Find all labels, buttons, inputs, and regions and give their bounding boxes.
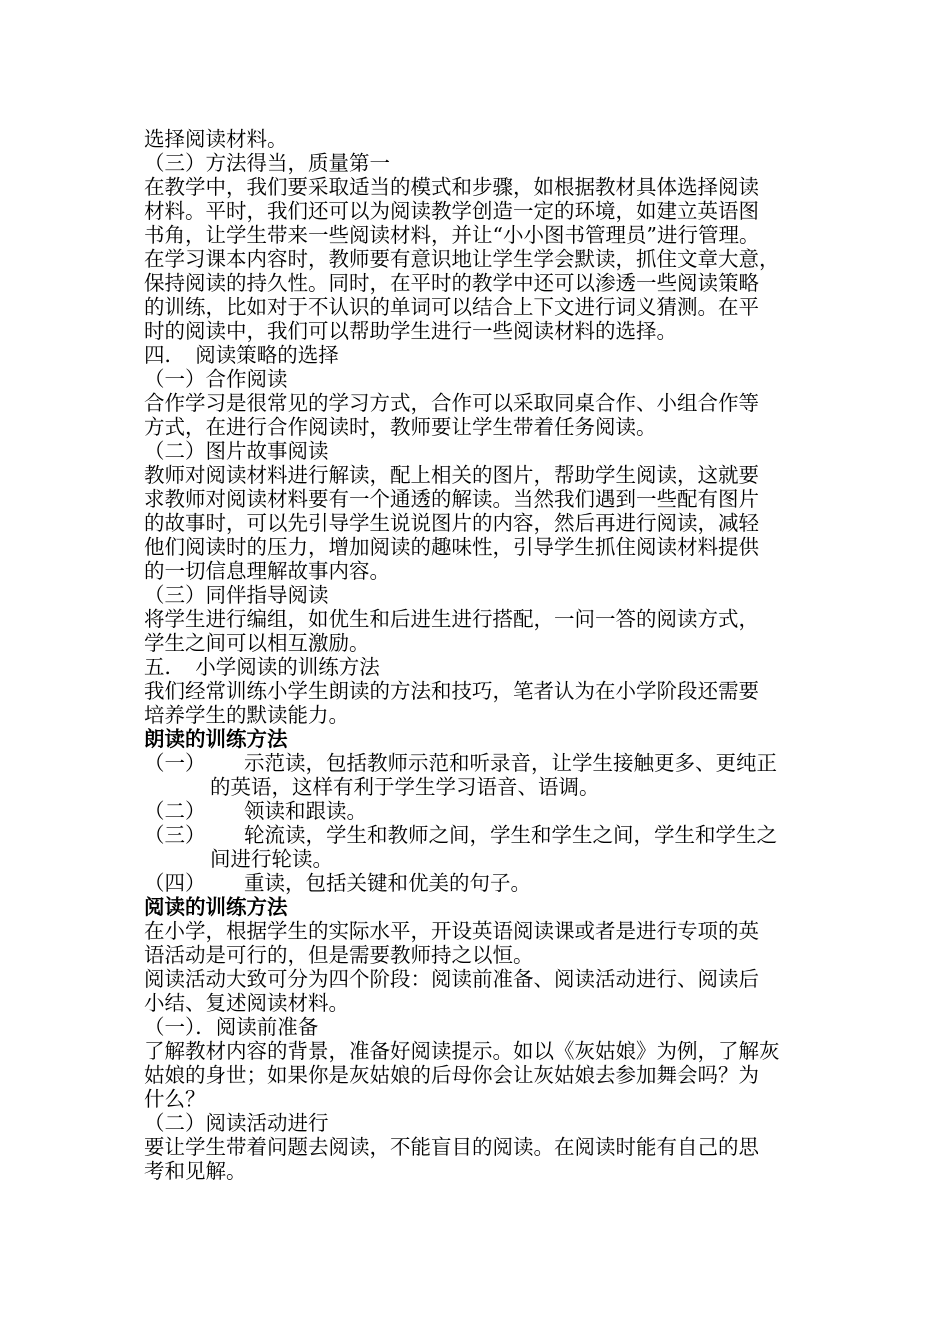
text-line: 什么？ (144, 1087, 206, 1111)
list-number: （四） (144, 871, 206, 895)
text-line: 书角，让学生带来一些阅读材料，并让“小小图书管理员”进行管理。 (144, 223, 760, 247)
list-number: （二） (144, 799, 206, 823)
section-heading: （一）．阅读前准备 (144, 1015, 319, 1039)
text-line: 他们阅读时的压力，增加阅读的趣味性，引导学生抓住阅读材料提供 (144, 535, 759, 559)
text-line: 考和见解。 (144, 1159, 247, 1183)
text-line: 方式，在进行合作阅读时，教师要让学生带着任务阅读。 (144, 415, 657, 439)
list-number: （三） (144, 823, 206, 847)
text-line: 在小学，根据学生的实际水平，开设英语阅读课或者是进行专项的英 (144, 919, 759, 943)
text-line: 时的阅读中，我们可以帮助学生进行一些阅读材料的选择。 (144, 319, 677, 343)
text-line: 语活动是可行的，但是需要教师持之以恒。 (144, 943, 534, 967)
list-number: （一） (144, 751, 206, 775)
text-line: 了解教材内容的背景，准备好阅读提示。如以《灰姑娘》为例，了解灰 (144, 1039, 780, 1063)
bold-heading: 阅读的训练方法 (144, 895, 288, 919)
text-line: 的故事时，可以先引导学生说说图片的内容，然后再进行阅读，减轻 (144, 511, 759, 535)
text-line: 保持阅读的持久性。同时，在平时的教学中还可以渗透一些阅读策略 (144, 271, 759, 295)
text-line: 学生之间可以相互激励。 (144, 631, 370, 655)
section-heading: （二）阅读活动进行 (144, 1111, 329, 1135)
list-text: 轮流读，学生和教师之间，学生和学生之间，学生和学生之 (244, 823, 777, 847)
text-line: 选择阅读材料。 (144, 127, 288, 151)
list-item (144, 799, 824, 823)
section-heading: （一）合作阅读 (144, 367, 288, 391)
text-line: 我们经常训练小学生朗读的方法和技巧，笔者认为在小学阶段还需要 (144, 679, 759, 703)
text-line: 在教学中，我们要采取适当的模式和步骤，如根据教材具体选择阅读 (144, 175, 759, 199)
list-text: 示范读，包括教师示范和听录音，让学生接触更多、更纯正 (244, 751, 777, 775)
text-line: 材料。平时，我们还可以为阅读教学创造一定的环境，如建立英语图 (144, 199, 759, 223)
list-text: 重读，包括关键和优美的句子。 (244, 871, 531, 895)
list-item (144, 823, 824, 847)
text-line: 求教师对阅读材料要有一个通透的解读。当然我们遇到一些配有图片 (144, 487, 759, 511)
text-line: 阅读活动大致可分为四个阶段：阅读前准备、阅读活动进行、阅读后 (144, 967, 759, 991)
text-line: 的一切信息理解故事内容。 (144, 559, 390, 583)
document-body (144, 127, 824, 1183)
list-text: 领读和跟读。 (244, 799, 367, 823)
text-line: 将学生进行编组，如优生和后进生进行搭配，一问一答的阅读方式， (144, 607, 759, 631)
list-item (144, 871, 824, 895)
text-line: 在学习课本内容时，教师要有意识地让学生学会默读，抓住文章大意， (144, 247, 780, 271)
text-line: 要让学生带着问题去阅读，不能盲目的阅读。在阅读时能有自己的思 (144, 1135, 759, 1159)
section-heading: （三）方法得当，质量第一 (144, 151, 390, 175)
list-text-continuation: 间进行轮读。 (210, 847, 333, 871)
text-line: 姑娘的身世；如果你是灰姑娘的后母你会让灰姑娘去参加舞会吗？为 (144, 1063, 759, 1087)
section-heading: 五． 小学阅读的训练方法 (144, 655, 380, 679)
section-heading: （三）同伴指导阅读 (144, 583, 329, 607)
list-text-continuation: 的英语，这样有利于学生学习语音、语调。 (210, 775, 600, 799)
text-line: 培养学生的默读能力。 (144, 703, 349, 727)
text-line: 教师对阅读材料进行解读，配上相关的图片，帮助学生阅读，这就要 (144, 463, 759, 487)
text-line: 合作学习是很常见的学习方式，合作可以采取同桌合作、小组合作等 (144, 391, 759, 415)
text-line: 的训练，比如对于不认识的单词可以结合上下文进行词义猜测。在平 (144, 295, 759, 319)
text-line: 小结、复述阅读材料。 (144, 991, 349, 1015)
section-heading: 四． 阅读策略的选择 (144, 343, 339, 367)
list-item (144, 751, 824, 775)
bold-heading: 朗读的训练方法 (144, 727, 288, 751)
section-heading: （二）图片故事阅读 (144, 439, 329, 463)
